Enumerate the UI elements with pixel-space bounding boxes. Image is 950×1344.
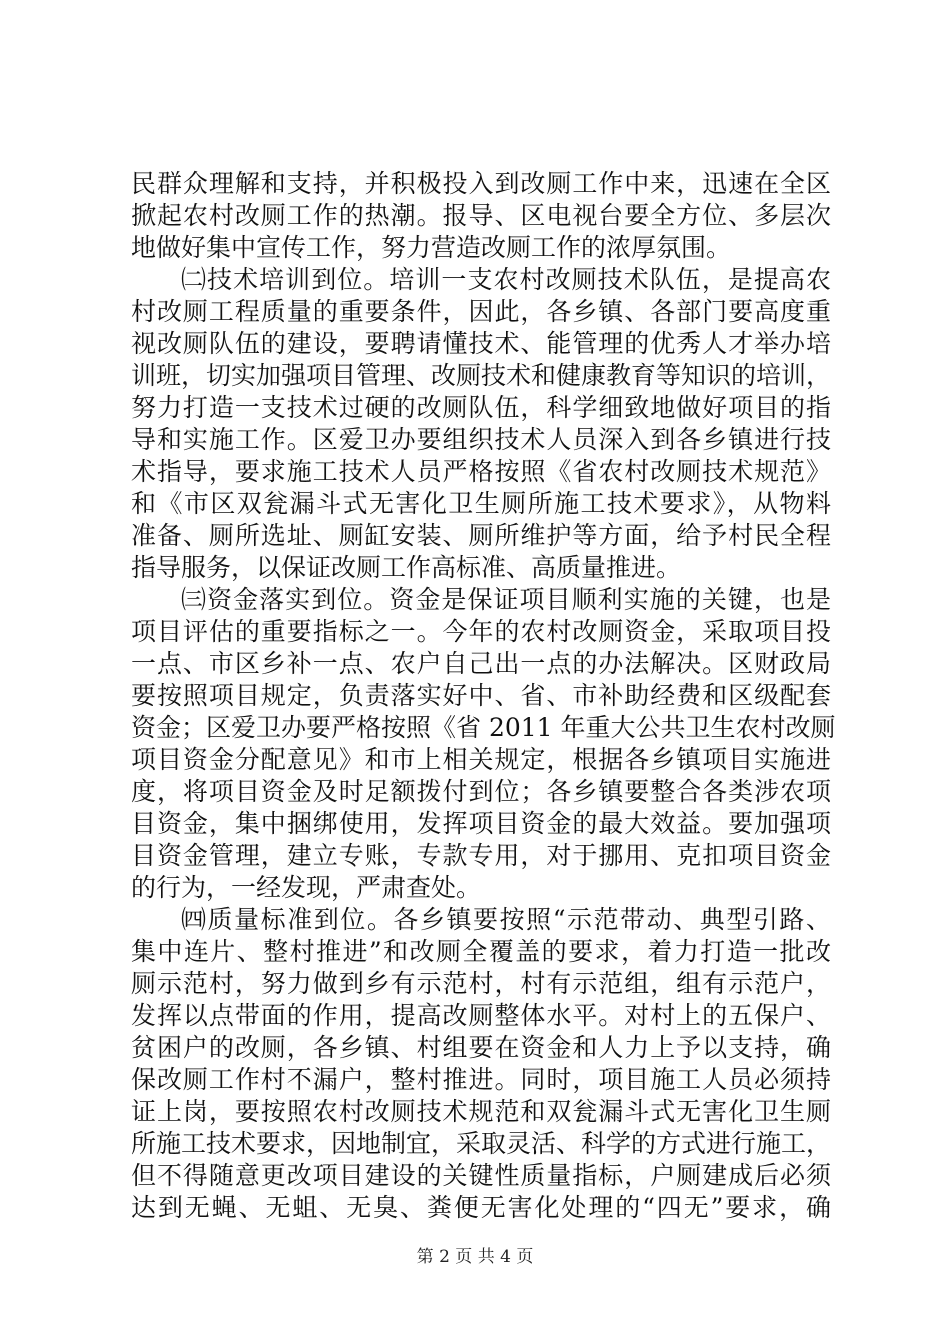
text-line: 目资金，集中捆绑使用，发挥项目资金的最大效益。要加强项 bbox=[131, 809, 831, 838]
text-line: 导和实施工作。区爱卫办要组织技术人员深入到各乡镇进行技 bbox=[131, 425, 831, 454]
text-line: 视改厕队伍的建设，要聘请懂技术、能管理的优秀人才举办培 bbox=[131, 329, 831, 358]
text-line: 但不得随意更改项目建设的关键性质量指标，户厕建成后必须 bbox=[131, 1161, 831, 1190]
text-line: 集中连片、整村推进”和改厕全覆盖的要求，着力打造一批改 bbox=[131, 937, 831, 966]
text-line: 项目资金分配意见》和市上相关规定，根据各乡镇项目实施进 bbox=[131, 745, 831, 774]
text-line: 村改厕工程质量的重要条件，因此，各乡镇、各部门要高度重 bbox=[131, 297, 831, 326]
text-line: 指导服务，以保证改厕工作高标准、高质量推进。 bbox=[131, 553, 682, 582]
text-line: 贫困户的改厕，各乡镇、村组要在资金和人力上予以支持，确 bbox=[131, 1033, 831, 1062]
text-line: 术指导，要求施工技术人员严格按照《省农村改厕技术规范》 bbox=[131, 457, 831, 486]
paragraph-heading-line: ㈣质量标准到位。各乡镇要按照“示范带动、典型引路、 bbox=[181, 905, 831, 934]
page-number-footer: 第 2 页 共 4 页 bbox=[416, 1247, 534, 1267]
text-line: 地做好集中宣传工作，努力营造改厕工作的浓厚氛围。 bbox=[131, 233, 732, 262]
text-line: 资金；区爱卫办要严格按照《省 2011 年重大公共卫生农村改厕 bbox=[131, 713, 836, 742]
text-line: 准备、厕所选址、厕缸安装、厕所维护等方面，给予村民全程 bbox=[131, 521, 831, 550]
text-line: 要按照项目规定，负责落实好中、省、市补助经费和区级配套 bbox=[131, 681, 831, 710]
text-line: 保改厕工作村不漏户，整村推进。同时，项目施工人员必须持 bbox=[131, 1065, 831, 1094]
paragraph-heading-line: ㈡技术培训到位。培训一支农村改厕技术队伍，是提高农 bbox=[181, 265, 831, 294]
text-line: 训班，切实加强项目管理、改厕技术和健康教育等知识的培训， bbox=[131, 361, 832, 390]
text-line: 达到无蝇、无蛆、无臭、粪便无害化处理的“四无”要求，确 bbox=[131, 1193, 831, 1222]
text-line: 项目评估的重要指标之一。今年的农村改厕资金，采取项目投 bbox=[131, 617, 831, 646]
text-line: 目资金管理，建立专账，专款专用，对于挪用、克扣项目资金 bbox=[131, 841, 831, 870]
text-line: 一点、市区乡补一点、农户自己出一点的办法解决。区财政局 bbox=[131, 649, 831, 678]
text-line: 度，将项目资金及时足额拨付到位；各乡镇要整合各类涉农项 bbox=[131, 777, 831, 806]
text-line: 和《市区双瓮漏斗式无害化卫生厕所施工技术要求》，从物料 bbox=[131, 489, 831, 518]
body-text bbox=[131, 168, 836, 1224]
paragraph-heading-line: ㈢资金落实到位。资金是保证项目顺利实施的关键，也是 bbox=[181, 585, 831, 614]
text-line: 民群众理解和支持，并积极投入到改厕工作中来，迅速在全区 bbox=[131, 169, 831, 198]
text-line: 掀起农村改厕工作的热潮。报导、区电视台要全方位、多层次 bbox=[131, 201, 831, 230]
text-line: 厕示范村，努力做到乡有示范村，村有示范组，组有示范户， bbox=[131, 969, 831, 998]
text-line: 的行为，一经发现，严肃查处。 bbox=[131, 873, 482, 902]
text-line: 努力打造一支技术过硬的改厕队伍，科学细致地做好项目的指 bbox=[131, 393, 831, 422]
text-line: 所施工技术要求，因地制宜，采取灵活、科学的方式进行施工， bbox=[131, 1129, 832, 1158]
text-line: 发挥以点带面的作用，提高改厕整体水平。对村上的五保户、 bbox=[131, 1001, 831, 1030]
text-line: 证上岗，要按照农村改厕技术规范和双瓮漏斗式无害化卫生厕 bbox=[131, 1097, 831, 1126]
